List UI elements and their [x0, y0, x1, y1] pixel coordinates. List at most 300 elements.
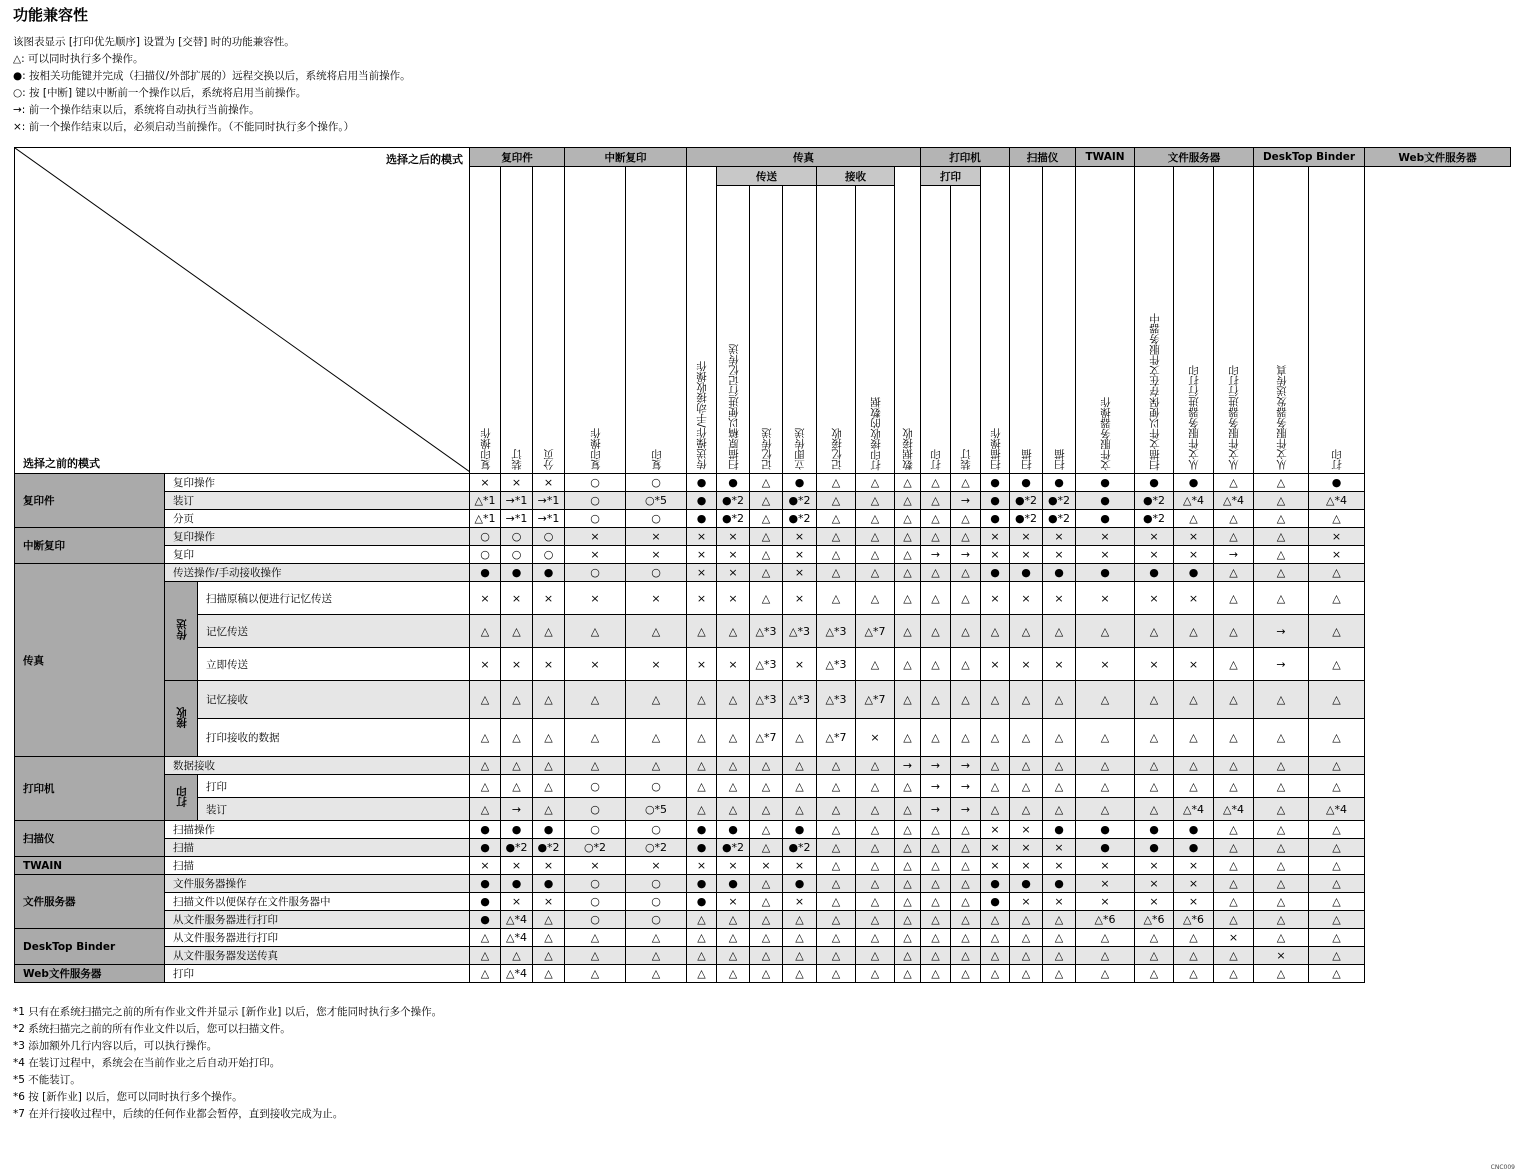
compat-cell: △*4 [1309, 798, 1365, 821]
compat-cell: △ [1254, 875, 1309, 893]
compat-cell: △ [1010, 757, 1043, 775]
compat-cell: △ [895, 615, 921, 648]
compat-cell: ● [533, 821, 565, 839]
compat-cell: ●*2 [1010, 492, 1043, 510]
row-group-label: 文件服务器 [15, 875, 165, 929]
compat-cell: ● [687, 474, 717, 492]
col-header: 从文件服务器进行打印 [1174, 167, 1214, 474]
compat-cell: △ [856, 510, 895, 528]
row-operation-label: 扫描文件以便保存在文件服务器中 [165, 893, 470, 911]
compat-cell: △ [533, 947, 565, 965]
compat-cell: △ [687, 775, 717, 798]
compat-cell: △ [895, 719, 921, 757]
row-operation-label: 从文件服务器发送传真 [165, 947, 470, 965]
compat-cell: △ [951, 965, 981, 983]
row-operation-label: 记忆传送 [198, 615, 470, 648]
compat-cell: △*3 [817, 615, 856, 648]
compat-cell: △ [470, 775, 501, 798]
compat-cell: × [1043, 839, 1076, 857]
compat-cell: △ [856, 757, 895, 775]
compat-cell: △ [856, 775, 895, 798]
compat-cell: △ [817, 582, 856, 615]
compat-cell: × [1309, 528, 1365, 546]
compat-cell: △ [1254, 546, 1309, 564]
compat-cell: △ [1254, 929, 1309, 947]
corner-after-label: 选择之后的模式 [386, 153, 463, 166]
footnote-1: *1 只有在系统扫描完之前的所有作业文件并显示 [新作业] 以后，您才能同时执行多个操作。 [13, 1006, 443, 1018]
compat-cell: △ [1254, 798, 1309, 821]
compat-cell: × [1076, 893, 1135, 911]
compat-cell: △ [1214, 582, 1254, 615]
compat-cell: △ [895, 510, 921, 528]
compat-cell: △ [951, 510, 981, 528]
row-operation-label: 复印操作 [165, 528, 470, 546]
compat-cell: → [951, 798, 981, 821]
compat-cell: △ [1214, 719, 1254, 757]
compat-cell: △ [750, 929, 783, 947]
compat-cell: △ [565, 719, 626, 757]
compat-cell: × [1010, 839, 1043, 857]
row-group-label: 复印件 [15, 474, 165, 528]
compat-cell: △ [1214, 893, 1254, 911]
compat-cell: △ [981, 947, 1010, 965]
compat-cell: △ [981, 719, 1010, 757]
compat-cell: → [895, 757, 921, 775]
col-header: 从文件服务器进行打印 [1214, 167, 1254, 474]
compat-cell: △ [533, 681, 565, 719]
col-header: 打印 [1309, 167, 1365, 474]
col-header: 扫描文件以便保存在文件服务器中 [1135, 167, 1174, 474]
compat-cell: △ [565, 681, 626, 719]
compat-cell: △ [981, 798, 1010, 821]
compat-cell: × [626, 582, 687, 615]
compat-cell: △ [626, 719, 687, 757]
compat-cell: × [717, 564, 750, 582]
compat-cell: △ [533, 965, 565, 983]
row-operation-label: 记忆接收 [198, 681, 470, 719]
compat-cell: △*4 [501, 911, 533, 929]
compat-cell: △ [817, 528, 856, 546]
row-group-label: 中断复印 [15, 528, 165, 564]
col-header: 扫描操作 [981, 167, 1010, 474]
compat-cell: × [1174, 528, 1214, 546]
compat-cell: △ [921, 821, 951, 839]
compat-cell: △ [1174, 757, 1214, 775]
compat-cell: × [783, 546, 817, 564]
compat-cell: ●*2 [1043, 510, 1076, 528]
compat-cell: △ [533, 719, 565, 757]
compat-cell: → [921, 546, 951, 564]
col-group-interrupt-copy: 中断复印 [565, 148, 687, 167]
compat-cell: △ [1309, 719, 1365, 757]
compat-cell: △ [1135, 719, 1174, 757]
compat-cell: △ [783, 757, 817, 775]
table-row [15, 648, 1511, 681]
compat-cell: △ [750, 875, 783, 893]
compat-cell: △ [1043, 757, 1076, 775]
compat-cell: △ [501, 681, 533, 719]
footnote-4: *4 在装订过程中，系统会在当前作业之后自动开始打印。 [13, 1057, 281, 1069]
compat-cell: △ [1309, 929, 1365, 947]
compat-cell: △ [533, 775, 565, 798]
compat-cell: × [783, 582, 817, 615]
compat-cell: × [565, 582, 626, 615]
compat-cell: △ [856, 528, 895, 546]
compat-cell: △ [817, 821, 856, 839]
table-row [15, 929, 1511, 947]
compat-cell: ●*2 [717, 510, 750, 528]
compat-cell: △ [1043, 719, 1076, 757]
compat-cell: × [1010, 582, 1043, 615]
compat-cell: × [1174, 893, 1214, 911]
compat-cell: × [1135, 857, 1174, 875]
legend-cross: ×: 前一个操作结束以后，必须启动当前操作。（不能同时执行多个操作。） [13, 121, 355, 133]
image-code: CNC009 [1490, 1164, 1515, 1171]
compat-cell: × [1174, 582, 1214, 615]
compat-cell: △ [921, 582, 951, 615]
compat-cell: △ [626, 681, 687, 719]
compat-cell: △ [921, 510, 951, 528]
compat-cell: △ [750, 775, 783, 798]
compat-cell: △ [470, 947, 501, 965]
compat-cell: △ [687, 798, 717, 821]
compat-cell: →*1 [533, 510, 565, 528]
table-row [15, 615, 1511, 648]
compat-cell: △ [1135, 615, 1174, 648]
col-header: 扫描 [1043, 167, 1076, 474]
compat-cell: × [501, 582, 533, 615]
compat-cell: × [981, 839, 1010, 857]
compatibility-table [14, 147, 1511, 983]
compat-cell: ○*5 [626, 492, 687, 510]
compat-cell: × [470, 648, 501, 681]
compat-cell: × [717, 857, 750, 875]
compat-cell: △ [895, 893, 921, 911]
col-group-web-document-server: Web文件服务器 [1365, 148, 1511, 167]
compat-cell: △ [817, 474, 856, 492]
compat-cell: △ [1254, 893, 1309, 911]
col-header: 立即传送 [783, 186, 817, 474]
compat-cell: × [1043, 582, 1076, 615]
compat-cell: △ [687, 719, 717, 757]
footnote-3: *3 添加额外几行内容以后，可以执行操作。 [13, 1040, 218, 1052]
compat-cell: △ [951, 821, 981, 839]
compat-cell: △ [1214, 857, 1254, 875]
compat-cell: △ [533, 798, 565, 821]
compat-cell: △ [687, 757, 717, 775]
table-row [15, 719, 1511, 757]
compat-cell: △ [750, 757, 783, 775]
compat-cell: △ [1309, 947, 1365, 965]
compat-cell: △ [921, 947, 951, 965]
compat-cell: × [1043, 546, 1076, 564]
compat-cell: △ [921, 492, 951, 510]
compat-cell: △ [951, 911, 981, 929]
compat-cell: △ [626, 615, 687, 648]
page-title: 功能兼容性 [13, 6, 89, 24]
compat-cell: ● [1043, 821, 1076, 839]
compat-cell: △ [856, 911, 895, 929]
compat-cell: △ [1043, 681, 1076, 719]
compat-cell: △ [1135, 965, 1174, 983]
compat-cell: ● [1135, 821, 1174, 839]
compat-cell: × [981, 648, 1010, 681]
compat-cell: ○ [565, 474, 626, 492]
compat-cell: × [470, 857, 501, 875]
compat-cell: △ [856, 875, 895, 893]
compat-cell: × [533, 474, 565, 492]
compat-cell: ○ [501, 546, 533, 564]
compat-cell: △ [817, 929, 856, 947]
compat-cell: △ [1214, 615, 1254, 648]
compat-cell: △ [626, 929, 687, 947]
compat-cell: × [501, 857, 533, 875]
compat-cell: × [1076, 875, 1135, 893]
compat-cell: △ [750, 474, 783, 492]
col-header: 记忆接收 [817, 186, 856, 474]
compat-cell: △ [817, 965, 856, 983]
compat-cell: × [1174, 875, 1214, 893]
compat-cell: × [565, 528, 626, 546]
compat-cell: △ [470, 757, 501, 775]
row-operation-label: 扫描 [165, 839, 470, 857]
row-operation-label: 扫描原稿以便进行记忆传送 [198, 582, 470, 615]
compat-cell: × [1174, 546, 1214, 564]
row-group-label: 传真 [15, 564, 165, 757]
compat-cell: △ [1214, 757, 1254, 775]
compat-cell: ○ [501, 528, 533, 546]
compat-cell: △ [856, 857, 895, 875]
compat-cell: △ [565, 965, 626, 983]
compat-cell: × [565, 648, 626, 681]
compat-cell: × [687, 546, 717, 564]
compat-cell: ○*2 [565, 839, 626, 857]
compat-cell: × [1174, 648, 1214, 681]
compat-cell: △ [783, 775, 817, 798]
col-group-fax: 传真 [687, 148, 921, 167]
compat-cell: ●*2 [783, 839, 817, 857]
compat-cell: △ [783, 911, 817, 929]
compat-cell: △ [783, 947, 817, 965]
compat-cell: ● [1174, 564, 1214, 582]
row-operation-label: 传送操作/手动接收操作 [165, 564, 470, 582]
compat-cell: × [783, 528, 817, 546]
compat-cell: ● [470, 893, 501, 911]
compat-cell: △ [895, 965, 921, 983]
compat-cell: △ [951, 681, 981, 719]
compat-cell: × [533, 893, 565, 911]
compat-cell: △ [856, 798, 895, 821]
compat-cell: △ [921, 648, 951, 681]
table-row [15, 757, 1511, 775]
compat-cell: △ [565, 929, 626, 947]
compat-cell: △ [817, 893, 856, 911]
compat-cell: △ [921, 911, 951, 929]
compat-cell: ●*2 [1135, 492, 1174, 510]
compat-cell: △ [1309, 582, 1365, 615]
compat-cell: △ [1309, 875, 1365, 893]
table-row [15, 947, 1511, 965]
compat-cell: × [470, 582, 501, 615]
col-group-copier: 复印件 [470, 148, 565, 167]
compat-cell: △ [981, 757, 1010, 775]
compat-cell: △ [817, 510, 856, 528]
compat-cell: △ [1174, 775, 1214, 798]
compat-cell: △ [1010, 681, 1043, 719]
compat-cell: △ [951, 648, 981, 681]
compat-cell: △ [1254, 528, 1309, 546]
compat-cell: → [1254, 615, 1309, 648]
compat-cell: ● [1174, 474, 1214, 492]
compat-cell: △ [1174, 965, 1214, 983]
row-group-label: 打印机 [15, 757, 165, 821]
compat-cell: △ [501, 775, 533, 798]
compat-cell: × [501, 893, 533, 911]
compat-cell: × [1076, 648, 1135, 681]
col-header: 装订 [951, 186, 981, 474]
compat-cell: ○ [565, 821, 626, 839]
header-row-groups [15, 148, 1511, 167]
row-operation-label: 打印接收的数据 [198, 719, 470, 757]
col-group-document-server: 文件服务器 [1135, 148, 1254, 167]
compat-cell: △*4 [1174, 492, 1214, 510]
compat-cell: △ [895, 681, 921, 719]
compat-cell: △ [1174, 681, 1214, 719]
row-operation-label: 装订 [198, 798, 470, 821]
compat-cell: △ [921, 615, 951, 648]
compat-cell: →*1 [501, 492, 533, 510]
compat-cell: △ [817, 798, 856, 821]
compat-cell: ● [687, 893, 717, 911]
compat-cell: △*7 [817, 719, 856, 757]
legend [13, 34, 411, 136]
compat-cell: △ [687, 681, 717, 719]
compat-cell: △ [750, 582, 783, 615]
compat-cell: ● [533, 875, 565, 893]
compat-cell: ● [1135, 839, 1174, 857]
row-subgroup-label: 传送 [165, 582, 198, 681]
compat-cell: △ [750, 798, 783, 821]
compat-cell: → [951, 546, 981, 564]
compat-cell: △ [1254, 911, 1309, 929]
compat-cell: ● [1174, 839, 1214, 857]
compat-cell: ● [687, 875, 717, 893]
compat-cell: △ [1214, 911, 1254, 929]
table-row [15, 911, 1511, 929]
compat-cell: △*3 [783, 615, 817, 648]
compat-cell: ● [1043, 564, 1076, 582]
compat-cell: ● [783, 474, 817, 492]
compat-cell: ● [1076, 839, 1135, 857]
compat-cell: × [1043, 893, 1076, 911]
compat-cell: ○ [626, 821, 687, 839]
table-row [15, 821, 1511, 839]
compat-cell: △ [1214, 528, 1254, 546]
compat-cell: × [626, 648, 687, 681]
compat-cell: △*3 [750, 615, 783, 648]
compat-cell: △ [921, 893, 951, 911]
compat-cell: ○ [565, 492, 626, 510]
compat-cell: △ [1174, 929, 1214, 947]
compat-cell: △ [981, 615, 1010, 648]
compat-cell: → [1254, 648, 1309, 681]
footnote-2: *2 系统扫描完之前的所有作业文件以后，您可以扫描文件。 [13, 1023, 291, 1035]
compat-cell: △ [1309, 564, 1365, 582]
compat-cell: △*4 [501, 965, 533, 983]
compat-cell: △*6 [1076, 911, 1135, 929]
compat-cell: × [783, 857, 817, 875]
compat-cell: △ [717, 615, 750, 648]
compat-cell: △ [626, 965, 687, 983]
compat-cell: △ [717, 798, 750, 821]
compat-cell: △ [1043, 775, 1076, 798]
compat-cell: △ [1214, 947, 1254, 965]
compat-cell: △ [951, 564, 981, 582]
compat-cell: △ [1076, 775, 1135, 798]
compat-cell: △*7 [856, 615, 895, 648]
compat-cell: ●*2 [783, 510, 817, 528]
compat-cell: △ [895, 564, 921, 582]
compat-cell: × [1010, 821, 1043, 839]
compat-cell: ○ [470, 528, 501, 546]
compat-cell: ● [1010, 564, 1043, 582]
compat-cell: × [717, 893, 750, 911]
footnote-7: *7 在并行接收过程中，后续的任何作业都会暂停，直到接收完成为止。 [13, 1108, 344, 1120]
compat-cell: △ [1254, 582, 1309, 615]
compat-cell: △ [1010, 775, 1043, 798]
compat-cell: △ [1010, 798, 1043, 821]
compat-cell: × [1135, 893, 1174, 911]
compat-cell: △ [1010, 719, 1043, 757]
compat-cell: ● [1043, 474, 1076, 492]
table-row [15, 839, 1511, 857]
compat-cell: × [565, 857, 626, 875]
compat-cell: △ [921, 681, 951, 719]
compat-cell: △ [470, 681, 501, 719]
row-subgroup-label: 打印 [165, 775, 198, 821]
compat-cell: △ [687, 947, 717, 965]
compat-cell: × [1010, 528, 1043, 546]
compat-cell: ● [783, 821, 817, 839]
compat-cell: × [1076, 582, 1135, 615]
compat-cell: × [717, 648, 750, 681]
compat-cell: △ [1309, 821, 1365, 839]
compat-cell: △ [856, 947, 895, 965]
compat-cell: △ [1214, 474, 1254, 492]
compat-cell: △ [895, 857, 921, 875]
compat-cell: ● [501, 821, 533, 839]
compat-cell: ●*2 [1010, 510, 1043, 528]
compat-cell: △ [1254, 719, 1309, 757]
compat-cell: △ [717, 965, 750, 983]
compat-cell: × [1214, 929, 1254, 947]
compat-cell: ○ [533, 546, 565, 564]
compat-cell: △ [750, 546, 783, 564]
compat-cell: → [951, 757, 981, 775]
compat-cell: × [1309, 546, 1365, 564]
compat-cell: ● [981, 875, 1010, 893]
compat-cell: × [783, 893, 817, 911]
compat-cell: △ [1076, 615, 1135, 648]
compat-cell: ○ [565, 875, 626, 893]
compat-cell: △ [501, 615, 533, 648]
compat-cell: ● [981, 893, 1010, 911]
compat-cell: ● [533, 564, 565, 582]
compat-cell: × [981, 857, 1010, 875]
compat-cell: ○ [565, 911, 626, 929]
row-operation-label: 装订 [165, 492, 470, 510]
compat-cell: ○ [470, 546, 501, 564]
